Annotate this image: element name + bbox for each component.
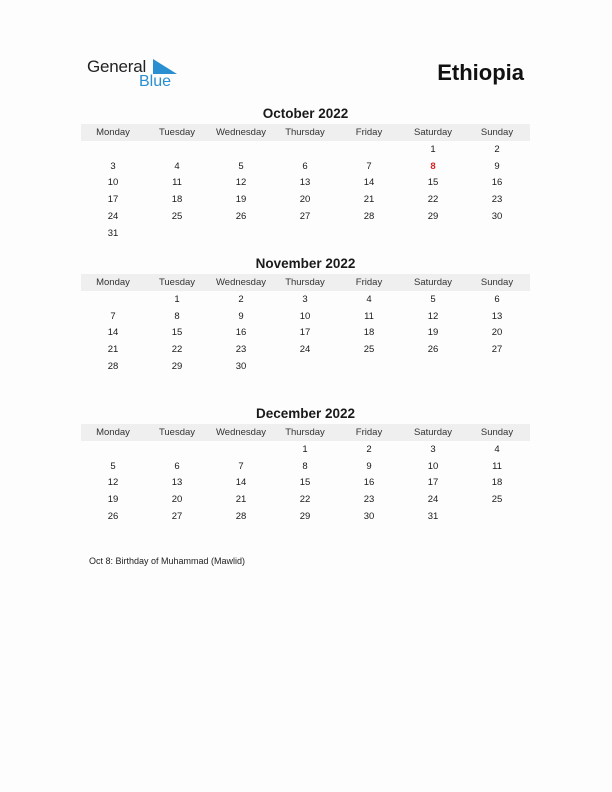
day-cell: 21	[107, 344, 119, 356]
day-cell: 26	[235, 211, 247, 223]
logo	[87, 56, 187, 92]
day-cell: 17	[107, 194, 119, 206]
day-cell: 21	[235, 494, 247, 506]
day-cell: 30	[235, 361, 247, 373]
day-cell: 6	[302, 160, 308, 172]
week-row	[81, 508, 530, 525]
day-cell: 23	[491, 194, 503, 206]
day-cell: 12	[235, 177, 247, 189]
day-cell: 11	[364, 310, 374, 322]
day-cell: 23	[363, 494, 375, 506]
month-grid	[81, 441, 530, 525]
day-cell: 25	[491, 494, 503, 506]
day-cell: 20	[171, 494, 183, 506]
day-cell: 3	[430, 443, 436, 455]
day-cell: 31	[427, 511, 439, 523]
week-row	[81, 441, 530, 458]
day-cell: 10	[299, 310, 311, 322]
day-cell: 27	[171, 511, 183, 523]
day-cell: 19	[427, 327, 439, 339]
day-cell: 29	[427, 211, 439, 223]
day-cell: 22	[171, 344, 183, 356]
weekday-label: Sunday	[480, 427, 514, 438]
day-cell: 26	[427, 344, 439, 356]
day-cell: 25	[171, 211, 183, 223]
day-cell: 27	[491, 344, 503, 356]
month-calendar-october	[81, 104, 530, 242]
day-cell: 20	[299, 194, 311, 206]
weekday-label: Thursday	[285, 127, 325, 138]
week-row	[81, 325, 530, 342]
logo-triangle-icon	[153, 59, 177, 74]
month-calendar-november	[81, 254, 530, 375]
weekday-header	[81, 274, 530, 291]
day-cell: 28	[235, 511, 247, 523]
weekday-header	[81, 124, 530, 141]
day-cell: 16	[363, 477, 375, 489]
month-grid	[81, 141, 530, 242]
weekday-label: Tuesday	[158, 277, 196, 288]
day-cell: 28	[363, 211, 375, 223]
day-cell: 2	[238, 293, 244, 305]
weekday-label: Tuesday	[158, 127, 196, 138]
day-cell: 27	[299, 211, 311, 223]
day-cell: 24	[299, 344, 311, 356]
weekday-label: Monday	[96, 127, 130, 138]
day-cell: 23	[235, 344, 247, 356]
week-row	[81, 491, 530, 508]
day-cell: 29	[299, 511, 311, 523]
day-cell: 7	[110, 310, 116, 322]
weekday-label: Tuesday	[158, 427, 196, 438]
day-cell: 11	[172, 177, 182, 189]
weekday-label: Saturday	[413, 127, 453, 138]
weekday-label: Friday	[355, 277, 383, 288]
day-cell: 25	[363, 344, 375, 356]
weekday-header	[81, 424, 530, 441]
day-cell: 20	[491, 327, 503, 339]
day-cell: 15	[299, 477, 311, 489]
weekday-label: Wednesday	[216, 427, 266, 438]
day-cell: 18	[171, 194, 183, 206]
day-cell: 7	[366, 160, 372, 172]
day-cell: 13	[299, 177, 311, 189]
day-cell: 26	[107, 511, 119, 523]
week-row	[81, 458, 530, 475]
weekday-label: Thursday	[285, 277, 325, 288]
day-cell: 4	[366, 293, 372, 305]
weekday-label: Saturday	[413, 277, 453, 288]
week-row	[81, 158, 530, 175]
day-cell: 9	[494, 160, 500, 172]
week-row	[81, 191, 530, 208]
day-cell: 5	[110, 460, 116, 472]
day-cell: 13	[491, 310, 503, 322]
holiday-notes	[89, 556, 245, 566]
day-cell: 11	[492, 460, 502, 472]
weekday-label: Sunday	[480, 127, 514, 138]
day-cell: 10	[107, 177, 119, 189]
day-cell: 12	[427, 310, 439, 322]
day-cell: 2	[366, 443, 372, 455]
day-cell: 5	[430, 293, 436, 305]
week-row	[81, 291, 530, 308]
weekday-label: Friday	[355, 427, 383, 438]
day-cell: 22	[299, 494, 311, 506]
day-cell: 24	[427, 494, 439, 506]
day-cell: 22	[427, 194, 439, 206]
week-row	[81, 475, 530, 492]
day-cell: 4	[494, 443, 500, 455]
weekday-label: Wednesday	[216, 277, 266, 288]
week-row	[81, 225, 530, 242]
day-cell: 8	[174, 310, 180, 322]
month-grid	[81, 291, 530, 375]
country-title: Ethiopia	[437, 60, 524, 85]
day-cell: 14	[107, 327, 119, 339]
weekday-label: Sunday	[480, 277, 514, 288]
day-cell: 1	[430, 143, 436, 155]
day-cell: 19	[235, 194, 247, 206]
day-cell: 15	[171, 327, 183, 339]
day-cell: 14	[363, 177, 375, 189]
day-cell: 1	[302, 443, 308, 455]
month-title: October 2022	[262, 106, 349, 121]
week-row	[81, 141, 530, 158]
week-row	[81, 175, 530, 192]
week-row	[81, 341, 530, 358]
month-title: December 2022	[255, 406, 356, 421]
day-cell: 18	[491, 477, 503, 489]
day-cell: 9	[238, 310, 244, 322]
holiday-day-cell: 8	[430, 160, 436, 172]
day-cell: 7	[238, 460, 244, 472]
day-cell: 31	[107, 227, 119, 239]
day-cell: 4	[174, 160, 180, 172]
day-cell: 30	[363, 511, 375, 523]
logo-blue-text: Blue	[139, 73, 172, 90]
day-cell: 16	[491, 177, 503, 189]
day-cell: 17	[299, 327, 311, 339]
day-cell: 24	[107, 211, 119, 223]
day-cell: 9	[366, 460, 372, 472]
day-cell: 5	[238, 160, 244, 172]
day-cell: 19	[107, 494, 119, 506]
day-cell: 21	[363, 194, 375, 206]
day-cell: 14	[235, 477, 247, 489]
day-cell: 30	[491, 211, 503, 223]
day-cell: 6	[174, 460, 180, 472]
weekday-label: Thursday	[285, 427, 325, 438]
weekday-label: Monday	[96, 427, 130, 438]
week-row	[81, 308, 530, 325]
week-row	[81, 358, 530, 375]
week-row	[81, 208, 530, 225]
day-cell: 1	[174, 293, 180, 305]
logo-general-text: General	[87, 57, 147, 76]
day-cell: 8	[302, 460, 308, 472]
holiday-note: Oct 8: Birthday of Muhammad (Mawlid)	[89, 556, 246, 566]
month-title: November 2022	[255, 256, 356, 271]
day-cell: 6	[494, 293, 500, 305]
day-cell: 3	[302, 293, 308, 305]
month-calendar-december	[81, 404, 530, 525]
weekday-label: Saturday	[413, 427, 453, 438]
day-cell: 12	[107, 477, 119, 489]
weekday-label: Monday	[96, 277, 130, 288]
weekday-label: Wednesday	[216, 127, 266, 138]
weekday-label: Friday	[355, 127, 383, 138]
day-cell: 28	[107, 361, 119, 373]
day-cell: 18	[363, 327, 375, 339]
day-cell: 17	[427, 477, 439, 489]
day-cell: 29	[171, 361, 183, 373]
day-cell: 2	[494, 143, 500, 155]
day-cell: 13	[171, 477, 183, 489]
day-cell: 16	[235, 327, 247, 339]
day-cell: 3	[110, 160, 116, 172]
day-cell: 10	[427, 460, 439, 472]
day-cell: 15	[427, 177, 439, 189]
